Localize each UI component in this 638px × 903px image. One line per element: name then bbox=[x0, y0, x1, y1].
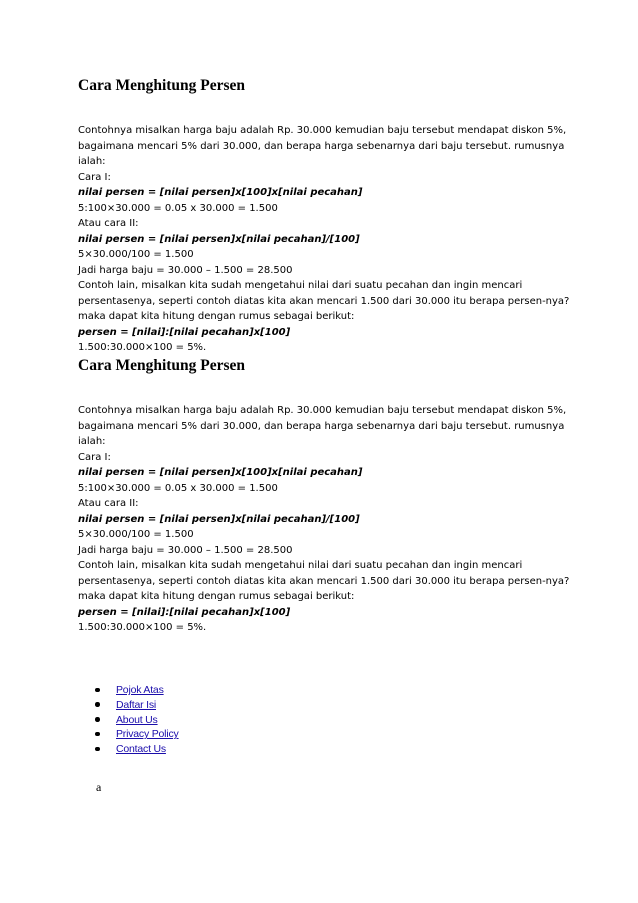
calculation-line: 5:100×30.000 = 0.05 x 30.000 = 1.500 bbox=[78, 482, 278, 494]
bullet-icon bbox=[95, 732, 100, 737]
pojok-atas-link[interactable]: Pojok Atas bbox=[116, 684, 164, 696]
method-label: Atau cara II: bbox=[78, 218, 139, 229]
nav-item-privacy-policy bbox=[95, 727, 179, 742]
paragraph-line: ialah: bbox=[78, 436, 106, 447]
daftar-isi-link[interactable]: Daftar Isi bbox=[116, 698, 157, 711]
paragraph-line: ialah: bbox=[78, 156, 106, 167]
bullet-icon bbox=[95, 688, 100, 693]
privacy-policy-link[interactable]: Privacy Policy bbox=[116, 728, 179, 741]
method-label: Atau cara II: bbox=[78, 498, 139, 509]
calculation-line: Jadi harga baju = 30.000 – 1.500 = 28.500 bbox=[78, 264, 293, 276]
paragraph-line: bagaimana mencari 5% dari 30.000, dan berapa harga sebenarnya dari baju tersebut. rumusnya bbox=[78, 420, 565, 432]
calculation-line: Jadi harga baju = 30.000 – 1.500 = 28.500 bbox=[78, 544, 293, 556]
formula-line: nilai persen = [nilai persen]x[nilai pecahan]/[100] bbox=[78, 233, 360, 245]
paragraph-line: Contoh lain, misalkan kita sudah mengetahui nilai dari suatu pecahan dan ingin mencari bbox=[78, 560, 523, 571]
section-title: Cara Menghitung Persen bbox=[78, 357, 246, 374]
formula-line: persen = [nilai]:[nilai pecahan]x[100] bbox=[78, 326, 291, 338]
formula-line: nilai persen = [nilai persen]x[100]x[nilai pecahan] bbox=[78, 187, 363, 198]
bullet-icon bbox=[95, 702, 100, 707]
paragraph-line: Contohnya misalkan harga baju adalah Rp. 30.000 kemudian baju tersebut mendapat diskon 5%, bbox=[78, 125, 567, 136]
footer-nav-list bbox=[95, 683, 179, 757]
formula-line: nilai persen = [nilai persen]x[nilai pecahan]/[100] bbox=[78, 513, 360, 525]
trailing-text: a bbox=[96, 780, 102, 794]
calculation-line: 1.500:30.000×100 = 5%. bbox=[78, 622, 207, 633]
nav-item-daftar-isi bbox=[95, 698, 179, 713]
method-label: Cara I: bbox=[78, 171, 111, 183]
section-body bbox=[78, 123, 578, 356]
formula-line: nilai persen = [nilai persen]x[100]x[nilai pecahan] bbox=[78, 467, 363, 478]
paragraph-line: bagaimana mencari 5% dari 30.000, dan berapa harga sebenarnya dari baju tersebut. rumusnya bbox=[78, 140, 565, 152]
article-section-2 bbox=[78, 356, 578, 636]
nav-item-contact-us bbox=[95, 742, 179, 757]
nav-item-about-us bbox=[95, 713, 179, 728]
bullet-icon bbox=[95, 717, 100, 722]
article-section-1 bbox=[78, 76, 578, 356]
calculation-line: 5:100×30.000 = 0.05 x 30.000 = 1.500 bbox=[78, 202, 278, 214]
calculation-line: 5×30.000/100 = 1.500 bbox=[78, 249, 194, 260]
paragraph-line: maka dapat kita hitung dengan rumus sebagai berikut: bbox=[78, 591, 355, 602]
contact-us-link[interactable]: Contact Us bbox=[116, 743, 166, 756]
paragraph-line: Contoh lain, misalkan kita sudah mengetahui nilai dari suatu pecahan dan ingin mencari bbox=[78, 280, 523, 291]
calculation-line: 1.500:30.000×100 = 5%. bbox=[78, 342, 207, 353]
paragraph-line: Contohnya misalkan harga baju adalah Rp. 30.000 kemudian baju tersebut mendapat diskon 5%, bbox=[78, 405, 567, 416]
about-us-link[interactable]: About Us bbox=[116, 713, 158, 726]
section-title: Cara Menghitung Persen bbox=[78, 77, 246, 94]
method-label: Cara I: bbox=[78, 451, 111, 463]
bullet-icon bbox=[95, 747, 100, 752]
nav-item-pojok-atas bbox=[95, 683, 179, 698]
section-body bbox=[78, 403, 578, 636]
calculation-line: 5×30.000/100 = 1.500 bbox=[78, 529, 194, 540]
paragraph-line: persentasenya, seperti contoh diatas kita akan mencari 1.500 dari 30.000 itu berapa persen-nya? bbox=[78, 575, 570, 587]
formula-line: persen = [nilai]:[nilai pecahan]x[100] bbox=[78, 606, 291, 618]
paragraph-line: persentasenya, seperti contoh diatas kita akan mencari 1.500 dari 30.000 itu berapa persen-nya? bbox=[78, 295, 570, 307]
paragraph-line: maka dapat kita hitung dengan rumus sebagai berikut: bbox=[78, 311, 355, 322]
